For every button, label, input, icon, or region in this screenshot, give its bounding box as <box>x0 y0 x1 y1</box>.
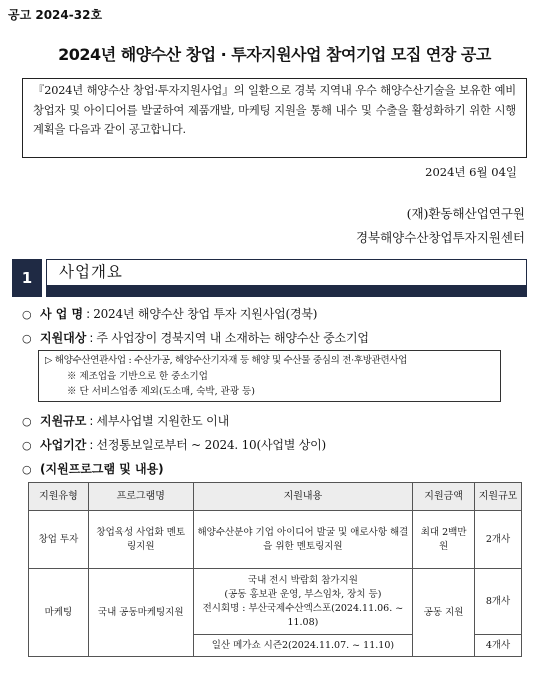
announcement-date: 2024년 6월 04일 <box>425 165 517 179</box>
period-label: 사업기간 <box>40 438 87 452</box>
notice-number: 공고 2024-32호 <box>8 8 103 22</box>
intro-box <box>22 78 527 158</box>
table-header-cell: 지원유형 <box>29 483 89 511</box>
support-scale-cell: 2개사 <box>475 511 522 569</box>
section-underline-bar <box>46 285 527 297</box>
bullet-icon: ○ <box>22 439 32 452</box>
program-table <box>28 482 522 657</box>
content-line: 전시회명 : 부산국제수산엑스포(2024.11.06. ~ 11.08) <box>202 602 404 628</box>
period-value: 선정통보일로부터 ~ 2024. 10(사업별 상이) <box>96 438 327 452</box>
program-name-cell: 창업육성 사업화 멘토링지원 <box>88 511 193 569</box>
period-row: ○ 사업기간 : 선정통보일로부터 ~ 2024. 10(사업별 상이) <box>22 438 327 452</box>
program-heading-row <box>22 460 164 477</box>
content-line: (공동 홍보관 운영, 부스임차, 장치 등) <box>224 588 382 600</box>
project-name-value: 2024년 해양수산 창업 투자 지원사업(경북) <box>93 307 318 321</box>
target-label: 지원대상 <box>40 331 87 345</box>
eligibility-note-box <box>38 350 501 402</box>
table-header-cell: 지원규모 <box>475 483 522 511</box>
bullet-icon: ○ <box>22 332 32 345</box>
organization-name-2: 경북해양수산창업투자지원센터 <box>355 230 525 245</box>
intro-text: 『2024년 해양수산 창업·투자지원사업』의 일환으로 경북 지역내 우수 해양수산기술을 보유한 예비창업자 및 아이디어를 발굴하여 제품개발, 마케팅 지원을 통해 내수 및 수출을 활성화하기 위한 시행 계획을 다음과 같이 공고합니다. <box>33 84 516 136</box>
table-header-cell: 지원금액 <box>413 483 475 511</box>
project-name-label: 사 업 명 <box>40 307 84 321</box>
note-line-2: ※ 제조업을 기반으로 한 중소기업 <box>67 370 208 382</box>
scale-label: 지원규모 <box>40 414 87 428</box>
bullet-icon: ○ <box>22 308 32 321</box>
support-scale-cell: 8개사 <box>475 569 522 635</box>
program-heading: (지원프로그램 및 내용) <box>40 462 164 476</box>
table-row <box>29 511 522 569</box>
table-row <box>29 569 522 635</box>
section-number: 1 <box>12 259 42 297</box>
scale-value: 세부사업별 지원한도 이내 <box>96 414 229 428</box>
support-content-cell: 해양수산분야 기업 아이디어 발굴 및 애로사항 해결을 위한 멘토링지원 <box>193 511 413 569</box>
support-scale-cell: 4개사 <box>475 635 522 657</box>
bullet-icon: ○ <box>22 415 32 428</box>
support-type-cell: 창업 투자 <box>29 511 89 569</box>
bullet-icon: ○ <box>22 463 32 476</box>
program-name-cell: 국내 공동마케팅지원 <box>88 569 193 657</box>
support-amount-cell: 최대 2백만원 <box>413 511 475 569</box>
table-header-row <box>29 483 522 511</box>
support-amount-cell: 공동 지원 <box>413 569 475 657</box>
note-line-1: ▷ 해양수산연관사업 : 수산가공, 해양수산기자재 등 해양 및 수산물 중심의 전·후방관련사업 <box>45 355 408 366</box>
table-header-cell: 프로그램명 <box>88 483 193 511</box>
document-title: 2024년 해양수산 창업 · 투자지원사업 참여기업 모집 연장 공고 <box>58 45 491 64</box>
support-type-cell: 마케팅 <box>29 569 89 657</box>
support-content-cell: 일산 메가쇼 시즌2(2024.11.07. ~ 11.10) <box>193 635 413 657</box>
project-name-row: ○ 사 업 명 : 2024년 해양수산 창업 투자 지원사업(경북) <box>22 307 318 321</box>
support-content-cell <box>193 569 413 635</box>
note-line-3: ※ 단 서비스업종 제외(도소매, 숙박, 관광 등) <box>67 386 255 397</box>
table-header-cell: 지원내용 <box>193 483 413 511</box>
content-line: 국내 전시 박람회 참가지원 <box>247 574 358 586</box>
scale-row: ○ 지원규모 : 세부사업별 지원한도 이내 <box>22 414 229 428</box>
organization-name-1: (재)환동해산업연구원 <box>406 206 525 221</box>
target-value: 주 사업장이 경북지역 내 소재하는 해양수산 중소기업 <box>96 331 369 345</box>
target-row: ○ 지원대상 : 주 사업장이 경북지역 내 소재하는 해양수산 중소기업 <box>22 331 369 345</box>
section-header <box>12 259 527 297</box>
section-title: 사업개요 <box>46 259 527 285</box>
